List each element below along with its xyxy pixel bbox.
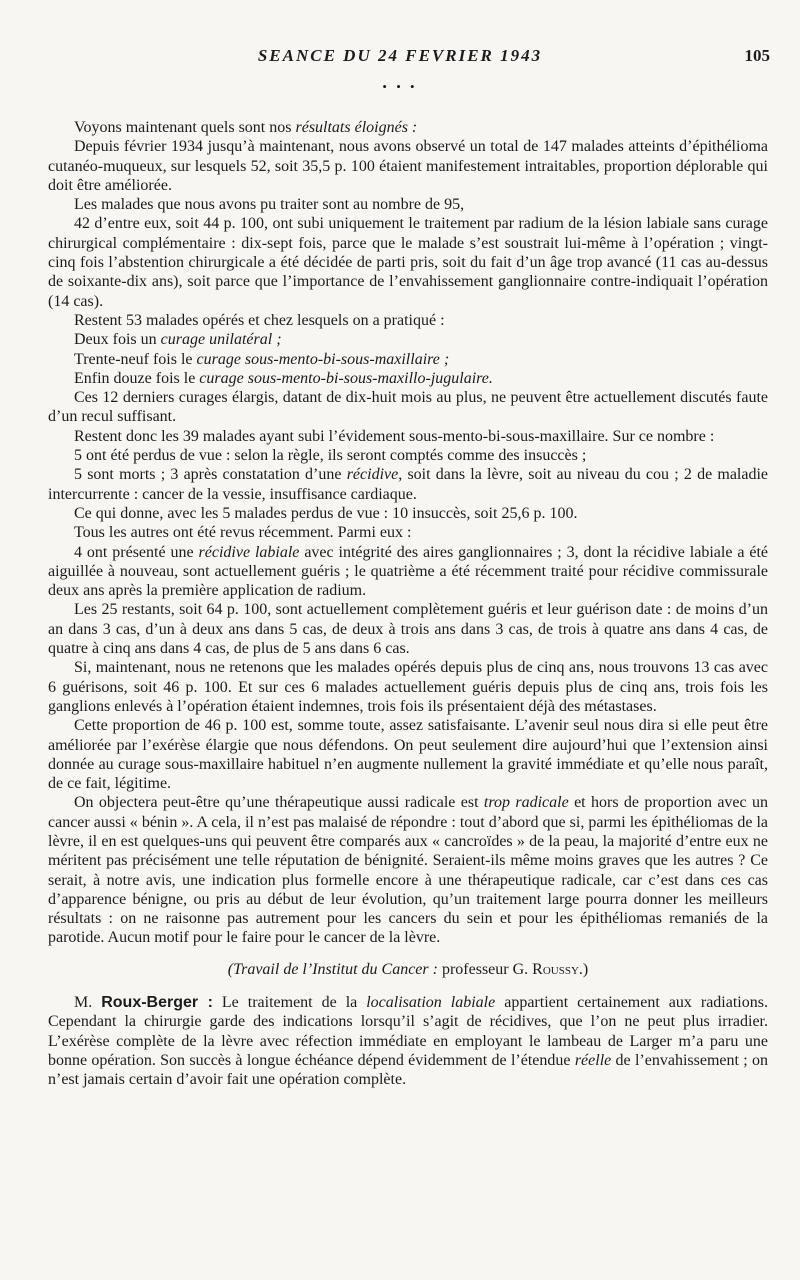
- paragraph: Ce qui donne, avec les 5 malades perdus de vue : 10 insuccès, soit 25,6 p. 100.: [74, 504, 578, 522]
- paragraph: Restent donc les 39 malades ayant subi l’évidement sous-mento-bi-sous-maxillaire. Sur ce nombre :: [74, 427, 715, 445]
- paragraph: Trente-neuf fois le curage sous-mento-bi-sous-maxillaire ;: [74, 350, 450, 368]
- page-number: 105: [744, 46, 770, 65]
- section-ornament: • • •: [382, 79, 418, 94]
- paragraph: 42 d’entre eux, soit 44 p. 100, ont subi uniquement le traitement par radium de la lésion labiale sans curage chirurgical complémentaire : dix-sept fois, parce que le malade s’est soustrait lui-même à l’opération ; vingt-cinq fois l’abstention chirurgicale a été décidée de parti pris, soit du fait d’un âge trop avancé (11 cas au-dessus de soixante-dix ans), soit parce que l’importance de l’envahissement ganglionnaire contre-indiquait l’opération (14 cas).: [48, 215, 768, 310]
- paragraph: On objectera peut-être qu’une thérapeutique aussi radicale est trop radicale et hors de proportion avec un cancer aussi « bénin ». A cela, il n’est pas malaisé de répondre : tout d’abord que si, parmi les épithéliomas de la lèvre, il en est quelques-uns qui peuvent être comparés aux « cancroïdes » de la peau, la majorité d’entre eux ne méritent pas précisément une telle réputation de bénignité. Seraient-ils même moins graves que les autres ? Ce serait, à notre avis, une indication plus formelle encore à une thérapeutique radicale, car c’est dans ces cas d’apparence bénigne, ou pris au début de leur évolution, qu’un traitement large pourra donner les meilleurs résultats : on ne raisonne pas autrement pour les cancers du sein et pour les épithéliomas remaniés de la parotide. Aucun motif pour le faire pour le cancer de la lèvre.: [48, 794, 768, 947]
- italic-text: récidive labiale: [198, 543, 300, 561]
- running-head: SEANCE DU 24 FEVRIER 1943: [257, 46, 543, 65]
- italic-text: réelle: [574, 1051, 612, 1069]
- italic-text: curage sous-mento-bi-sous-maxillo-jugulaire.: [199, 369, 493, 387]
- paragraph: Tous les autres ont été revus récemment. Parmi eux :: [74, 524, 412, 542]
- speaker-name: Roux-Berger :: [101, 994, 213, 1012]
- paragraph: Enfin douze fois le curage sous-mento-bi-sous-maxillo-jugulaire.: [74, 369, 493, 387]
- italic-text: (Travail de l’Institut du Cancer :: [227, 960, 438, 978]
- page-header: [0, 42, 800, 72]
- italic-text: résultats éloignés :: [295, 119, 418, 136]
- paragraph: Deux fois un curage unilatéral ;: [74, 331, 282, 349]
- paragraph: Cette proportion de 46 p. 100 est, somme toute, assez satisfaisante. L’avenir seul nous dira si elle peut être améliorée par l’exérèse élargie que nous défendons. On peut seulement dire aujourd’hui que l’extension ainsi donnée au curage sous-maxillaire habituel n’en augmente nullement la gravité immédiate et qu’elle nous paraît, de ce fait, légitime.: [48, 717, 768, 793]
- italic-text: récidive: [346, 466, 399, 484]
- paragraph: Ces 12 derniers curages élargis, datant de dix-huit mois au plus, ne peuvent être actuellement discutés faute d’un recul suffisant.: [48, 389, 768, 426]
- paragraph: Restent 53 malades opérés et chez lesquels on a pratiqué :: [74, 311, 445, 329]
- paragraph: Les 25 restants, soit 64 p. 100, sont actuellement complètement guéris et leur guérison date : de moins d’un an dans 3 cas, d’un à deux ans dans 5 cas, de deux à trois ans dans 3 cas, de trois à quatre ans dans 4 cas, de quatre à cinq ans dans 4 cas, de plus de 5 ans dans 6 cas.: [48, 601, 768, 658]
- credit-line: (Travail de l’Institut du Cancer : professeur G. Roussy.): [227, 960, 589, 978]
- paragraph: 5 ont été perdus de vue : selon la règle, ils seront comptés comme des insuccès ;: [74, 447, 587, 465]
- small-caps-text: oussy: [542, 960, 579, 978]
- paragraph: Si, maintenant, nous ne retenons que les malades opérés depuis plus de cinq ans, nous trouvons 13 cas avec 6 guérisons, soit 46 p. 100. Et sur ces 6 malades actuellement guéris depuis plus de cinq ans, trois fois les ganglions enlevés à l’opération étaient indemnes, trois fois ils présentaient déjà des métastases.: [48, 659, 768, 715]
- article-body: [48, 118, 768, 1090]
- paragraph: Les malades que nous avons pu traiter sont au nombre de 95,: [74, 196, 465, 214]
- paragraph: Depuis février 1934 jusqu’à maintenant, nous avons observé un total de 147 malades atteints d’épithélioma cutanéo-muqueux, sur lesquels 52, soit 35,5 p. 100 étaient manifestement intraitables, proportion déplorable qui doit être améliorée.: [48, 138, 768, 194]
- paragraph: 5 sont morts ; 3 après constatation d’une récidive, soit dans la lèvre, soit au niveau du cou ; 2 de maladie intercurrente : cancer de la vessie, insuffisance cardiaque.: [48, 466, 769, 503]
- italic-text: localisation labiale: [366, 994, 496, 1012]
- discussion-paragraph: M. Roux-Berger : Le traitement de la localisation labiale appartient certainement aux radiations. Cependant la chirurgie garde des indications lorsqu’il s’agit de récidives, que l’on ne peut plus irradier. L’exérèse complète de la lèvre avec réfection immédiate en employant le lambeau de Larger m’a paru une bonne opération. Son succès à longue échéance dépend évidemment de l’étendue réelle de l’envahissement ; on n’est jamais certain d’avoir fait une opération complète.: [48, 994, 769, 1089]
- italic-text: trop radicale: [483, 794, 569, 812]
- paragraph: 4 ont présenté une récidive labiale avec intégrité des aires ganglionnaires ; 3, dont la récidive labiale a été aiguillée à nouveau, sont actuellement guéris ; le quatrième a été récemment traité pour récidive commissurale deux ans après la première application de radium.: [48, 543, 768, 600]
- italic-text: curage sous-mento-bi-sous-maxillaire ;: [196, 350, 450, 368]
- italic-text: curage unilatéral ;: [160, 331, 282, 349]
- paragraph: Voyons maintenant quels sont nos résultats éloignés :: [74, 119, 418, 136]
